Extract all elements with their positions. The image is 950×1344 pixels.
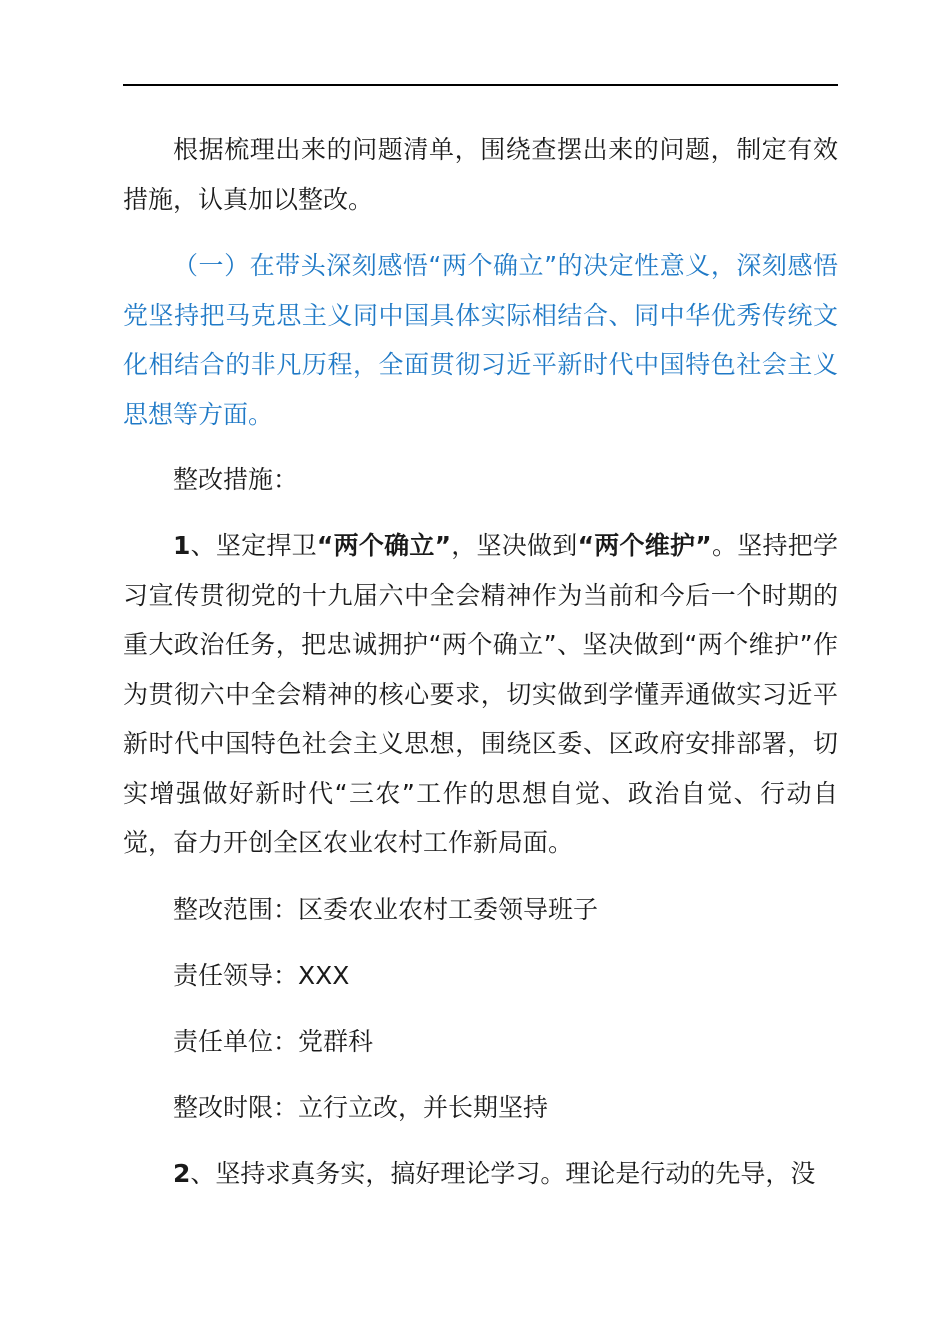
leader-line: 责任领导：XXX: [173, 961, 350, 990]
item-1-rest: 。坚持把学习宣传贯彻党的十九届六中全会精神作为当前和今后一个时期的重大政治任务，把忠诚拥护“两个确立”、坚决做到“两个维护”作为贯彻六中全会精神的核心要求，切实做到学懂弄通做实习近平新时代中国特色社会主义思想，围绕区委、区政府安排部署，切实增强做好新时代“三农”工作的思想自觉、政治自觉、行动自觉，奋力开创全区农业农村工作新局面。: [123, 531, 838, 857]
item-2-text: 、坚持求真务实，搞好理论学习。理论是行动的先导，没: [190, 1159, 816, 1188]
intro-paragraph: 根据梳理出来的问题清单，围绕查摆出来的问题，制定有效措施，认真加以整改。: [123, 135, 838, 214]
header-rule: [123, 84, 838, 86]
item-1-paragraph: [123, 521, 838, 868]
unit-line: 责任单位：党群科: [173, 1027, 374, 1056]
item-2-number: 2: [173, 1159, 191, 1188]
item-1-text-a: 、坚定捍卫: [190, 531, 317, 560]
item-1-quote-2: “两个维护”: [577, 531, 712, 560]
section-heading: （一）在带头深刻感悟“两个确立”的决定性意义，深刻感悟党坚持把马克思主义同中国具体实际相结合、同中华优秀传统文化相结合的非凡历程，全面贯彻习近平新时代中国特色社会主义思想等方面。: [123, 251, 838, 429]
item-1-number: 1: [173, 531, 191, 560]
item-2-paragraph: [123, 1149, 838, 1199]
item-1-quote-1: “两个确立”: [316, 531, 452, 560]
deadline-line: 整改时限：立行立改，并长期坚持: [173, 1093, 549, 1122]
item-1-text-b: ，坚决做到: [451, 531, 578, 560]
measures-label: 整改措施：: [173, 465, 299, 494]
scope-line: 整改范围：区委农业农村工委领导班子: [173, 895, 599, 924]
